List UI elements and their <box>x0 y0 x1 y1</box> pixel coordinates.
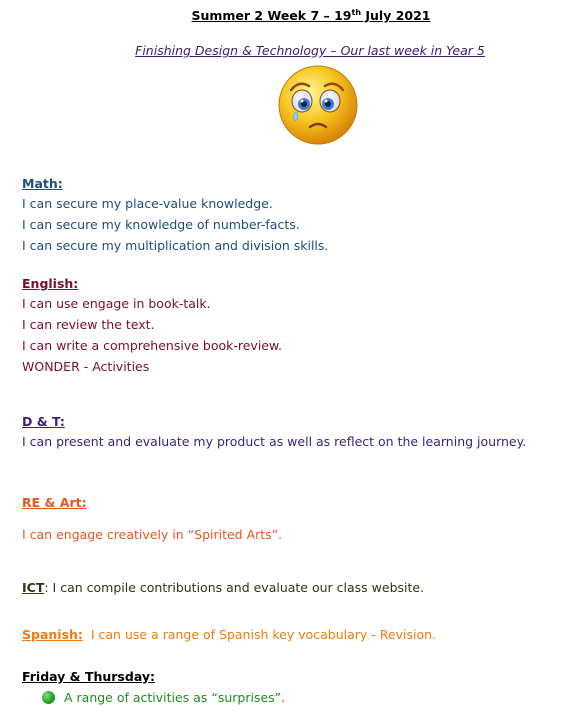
title-text-suffix: July 2021 <box>361 8 431 24</box>
math-objective: I can secure my multiplication and division skills. <box>22 238 329 253</box>
math-heading: Math: <box>22 176 63 191</box>
dt-heading: D & T: <box>22 414 65 429</box>
ict-heading: ICT <box>22 580 45 595</box>
math-objective: I can secure my knowledge of number-facts. <box>22 217 300 232</box>
re-art-objective: I can engage creatively in “Spirited Arts”. <box>22 527 283 542</box>
spanish-heading: Spanish: <box>22 627 83 642</box>
page-subtitle: Finishing Design & Technology – Our last week in Year 5 <box>135 43 485 58</box>
re-art-heading: RE & Art: <box>22 495 87 510</box>
ict-objective: : I can compile contributions and evaluate our class website. <box>44 580 425 595</box>
english-objective: I can use engage in book-talk. <box>22 296 211 311</box>
green-bullet-icon <box>42 691 55 704</box>
friday-item: A range of activities as “surprises”. <box>64 690 286 705</box>
title-superscript: th <box>351 8 362 17</box>
title-text: Summer 2 Week 7 – 19 <box>191 8 352 24</box>
spanish-line <box>22 627 436 642</box>
page-title <box>0 8 570 23</box>
ict-line <box>22 580 424 595</box>
english-objective: I can review the text. <box>22 317 155 332</box>
worried-face-icon <box>277 64 359 146</box>
math-objective: I can secure my place-value knowledge. <box>22 196 273 211</box>
friday-heading: Friday & Thursday: <box>22 669 156 684</box>
english-objective: WONDER - Activities <box>22 359 150 374</box>
english-heading: English: <box>22 276 79 291</box>
dt-objective: I can present and evaluate my product as well as reflect on the learning journey. <box>22 434 527 449</box>
spanish-objective: I can use a range of Spanish key vocabulary - Revision. <box>82 627 436 642</box>
english-objective: I can write a comprehensive book-review. <box>22 338 283 353</box>
